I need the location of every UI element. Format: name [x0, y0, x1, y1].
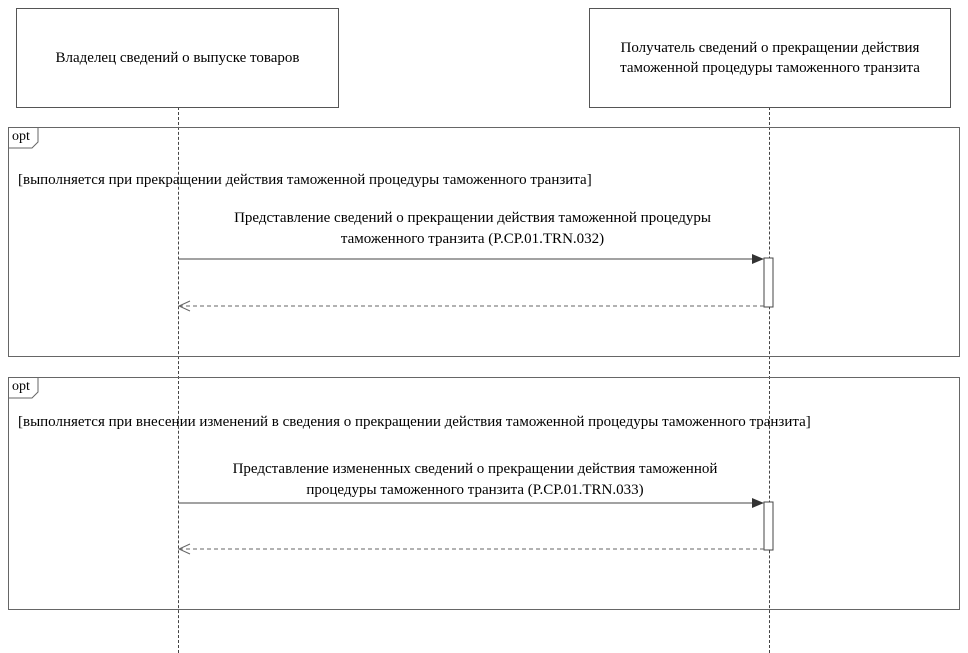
- participant-recipient-label: Получатель сведений о прекращении действия таможенной процедуры таможенного транзита: [620, 40, 920, 76]
- opt-fragment-2-operator: opt: [9, 378, 33, 396]
- opt-fragment-1-tab-notch: [8, 127, 38, 148]
- message-033-label: Представление измененных сведений о прекращении действия таможенной процедуры таможенного транзита (P.CP.01.TRN.033): [232, 461, 718, 498]
- opt-fragment-2-tab-notch: [8, 377, 38, 398]
- opt-fragment-1-operator: opt: [9, 128, 33, 146]
- participant-owner-label: Владелец сведений о выпуске товаров: [55, 50, 300, 66]
- recipient-activation-2: [764, 502, 773, 550]
- message-032-label: Представление сведений о прекращении действия таможенной процедуры таможенного транзита (P.CP.01.TRN.032): [234, 210, 711, 247]
- message-032-arrowhead: [752, 254, 764, 264]
- message-033-arrowhead: [752, 498, 764, 508]
- opt-fragment-2-guard: [выполняется при внесении изменений в сведения о прекращении действия таможенной процедуры таможенного транзита]: [18, 414, 811, 430]
- recipient-activation-1: [764, 258, 773, 307]
- opt-fragment-1-guard: [выполняется при прекращении действия таможенной процедуры таможенного транзита]: [18, 172, 592, 188]
